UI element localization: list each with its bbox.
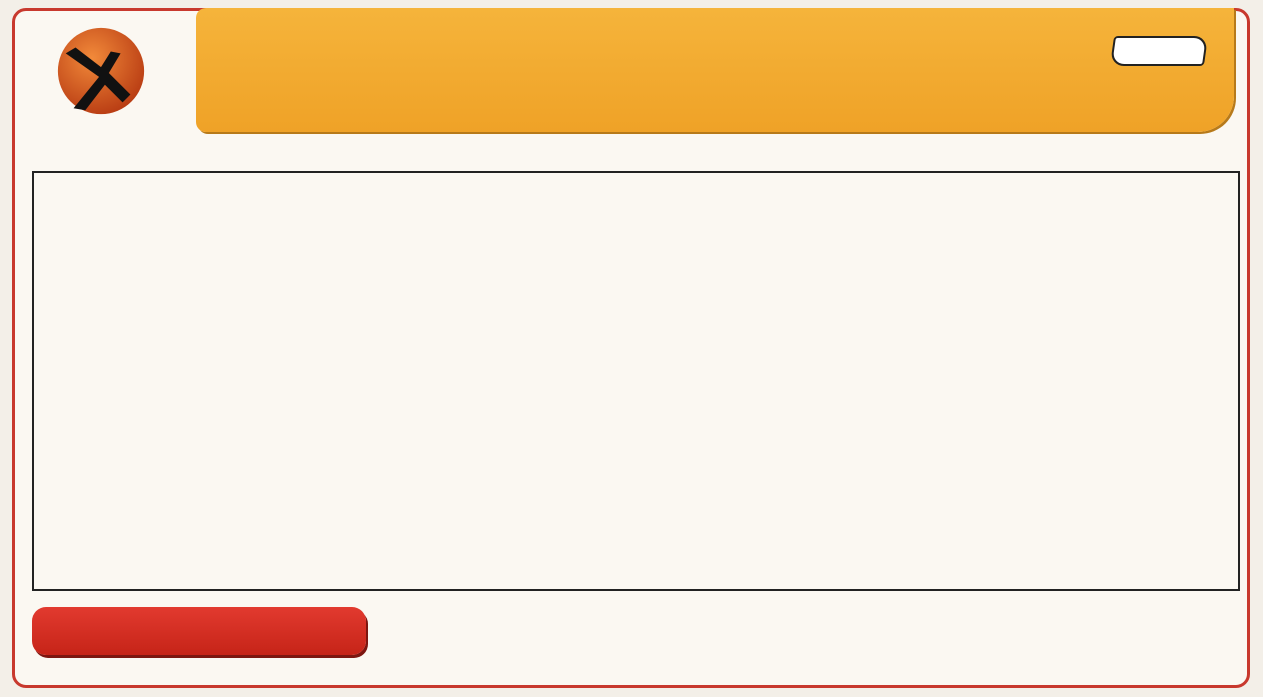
department-banner (32, 607, 366, 655)
title-banner (196, 8, 1234, 132)
tender-table (32, 171, 1240, 591)
round-badge (1110, 36, 1208, 66)
yazd-electric-logo-icon (52, 24, 150, 122)
